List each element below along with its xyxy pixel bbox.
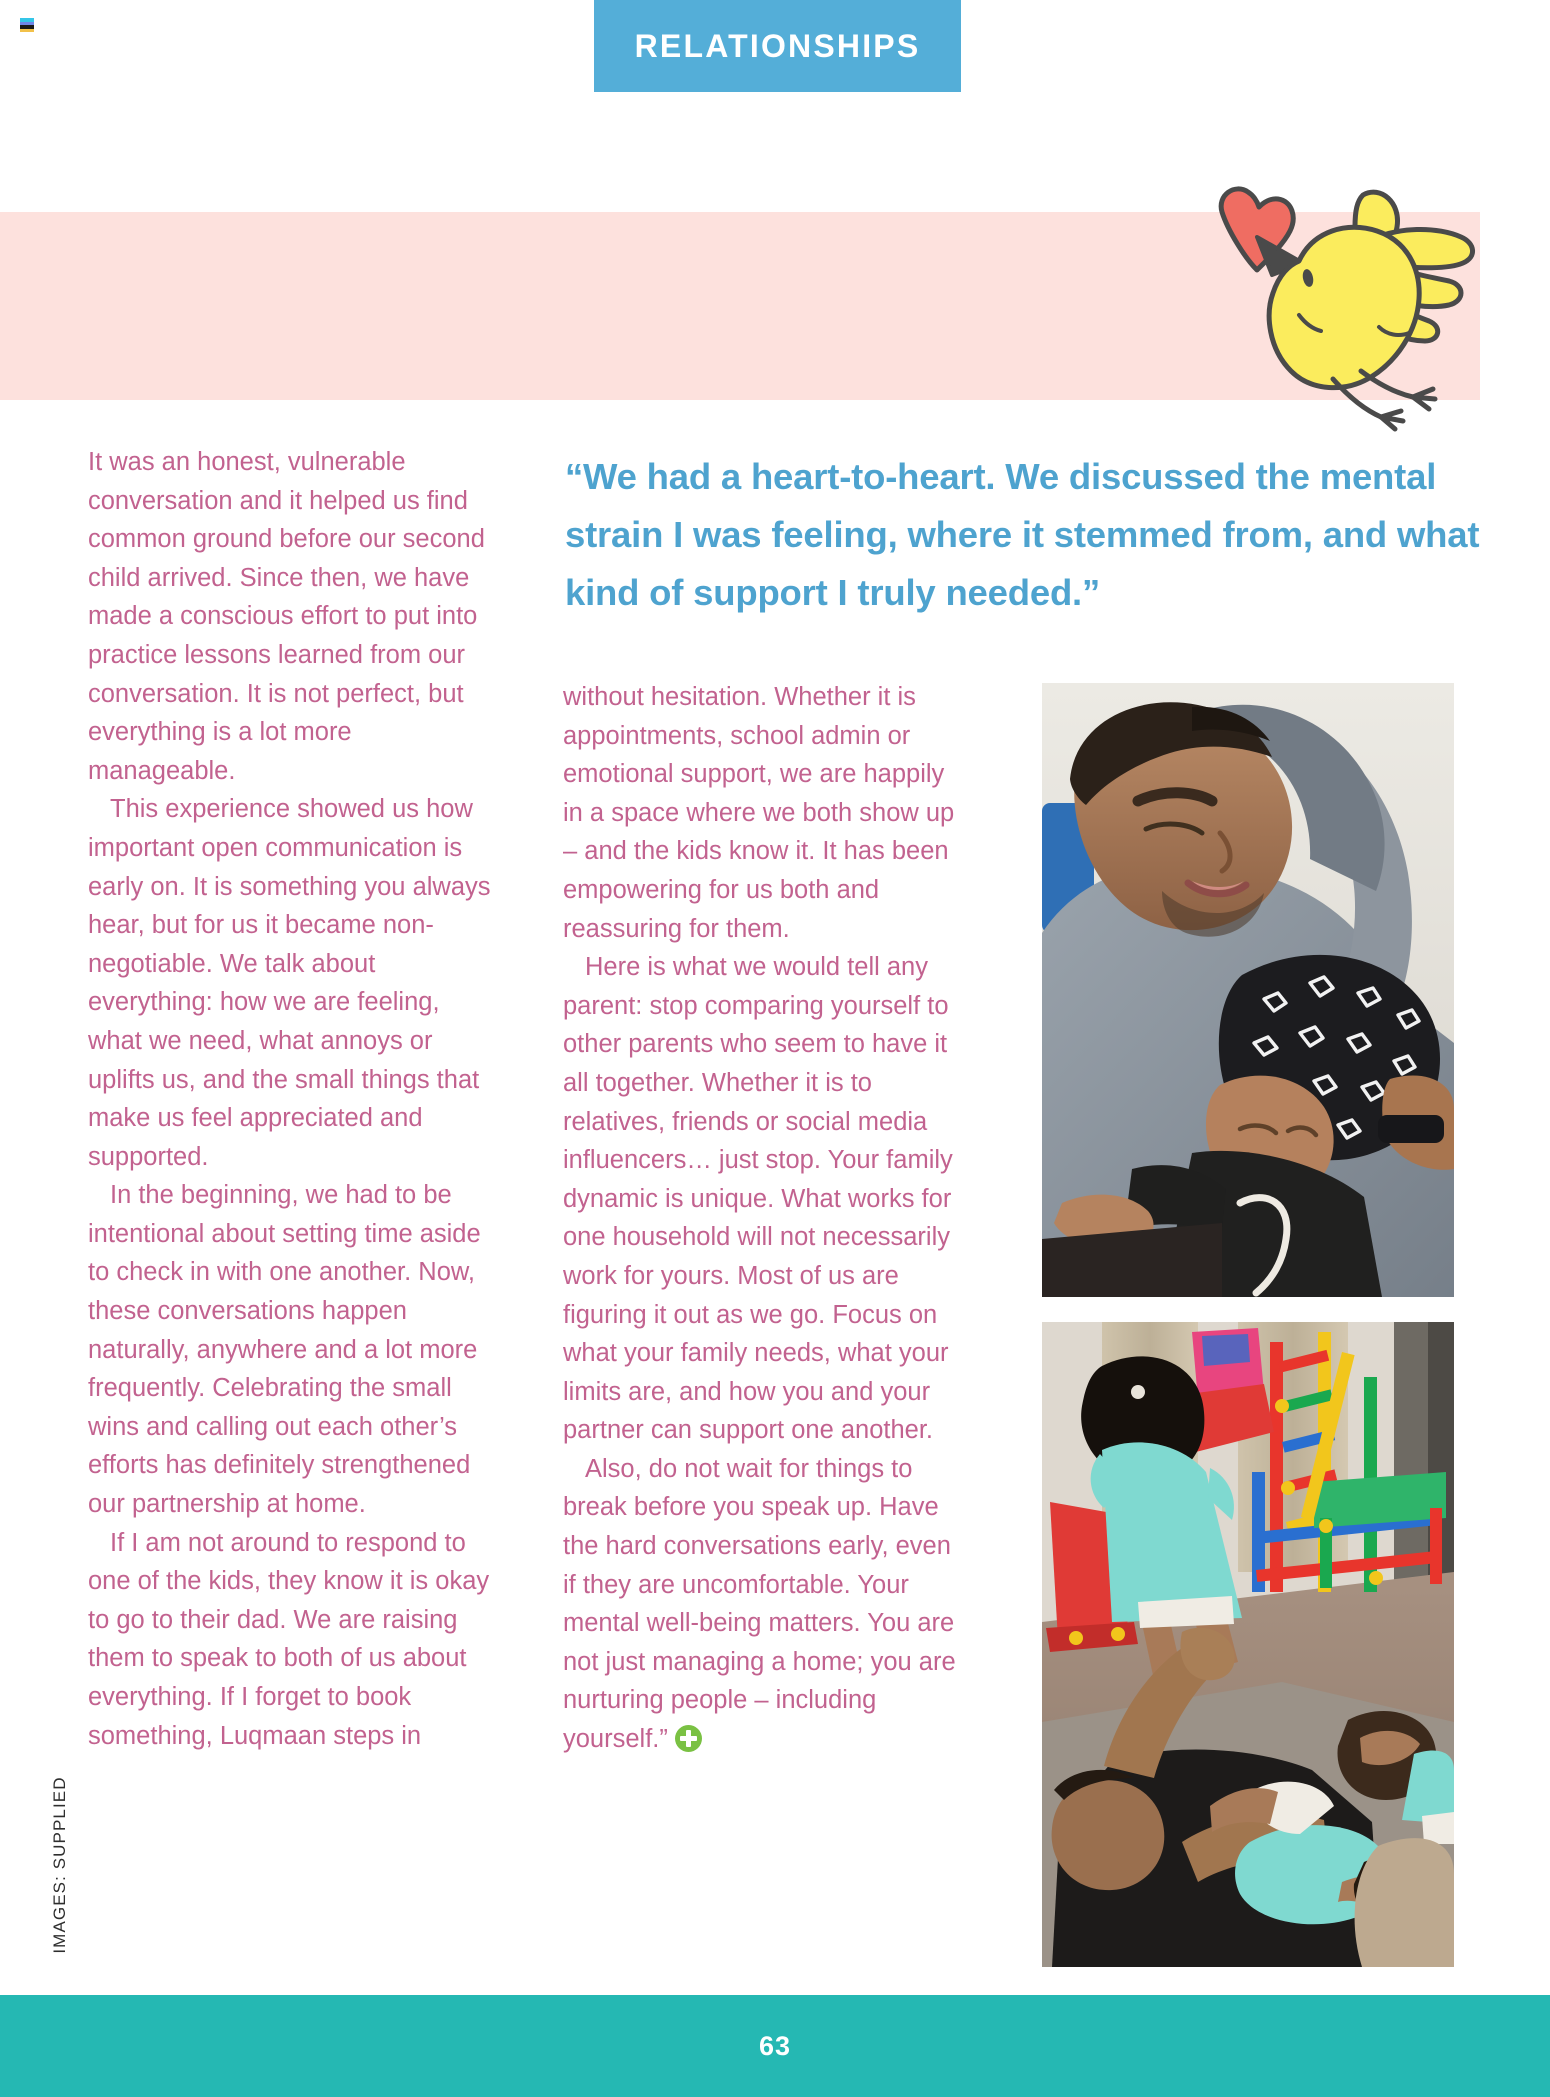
pull-quote: “We had a heart-to-heart. We discussed the mental strain I was feeling, where it stemmed from, and what kind of support I truly needed.”: [565, 456, 1480, 613]
page-footer-bar: [0, 1995, 1550, 2097]
paragraph: This experience showed us how important open communication is early on. It is something you always hear, but for us it became non-negotiable. We talk about everything: how we are feeling, what we need, what annoys or uplifts us, and the small things that make us feel appreciated and supported.: [88, 795, 491, 1171]
yellow-bird-carrying-heart-icon: [1195, 165, 1485, 435]
paragraph: If I am not around to respond to one of the kids, they know it is okay to go to their dad. We are raising them to speak to both of us about everything. If I forget to book something, Luqmaan steps in: [88, 1528, 490, 1750]
paragraph-text: Also, do not wait for things to break before you speak up. Have the hard conversations early, even if they are uncomfortable. Your mental well-being matters. You are not just managing a home; you are nurturing people – including yourself.”: [563, 1454, 956, 1754]
photo-father-holding-sleeping-baby: [1042, 683, 1454, 1297]
green-cross-end-mark-icon: [675, 1725, 702, 1752]
cmyk-registration-mark: [20, 18, 34, 32]
photo-parent-playing-with-children: [1042, 1322, 1454, 1967]
paragraph: In the beginning, we had to be intentional about setting time aside to check in with one another. Now, these conversations happen naturally, anywhere and a lot more frequently. Celebrating the small wins and calling out each other’s efforts has definitely strengthened our partnership at home.: [88, 1181, 481, 1519]
page-number: 63: [758, 2030, 792, 2061]
paragraph: without hesitation. Whether it is appointments, school admin or emotional support, we are happily in a space where we both show up – and the kids know it. It has been empowering for us both and reassuring for them.: [563, 683, 955, 943]
reg-bar-yellow: [20, 29, 34, 33]
body-column-middle: [563, 678, 968, 1759]
paragraph: It was an honest, vulnerable conversation and it helped us find common ground before our second child arrived. Since then, we have made a conscious effort to put into practice lessons learned from our conversation. It is not perfect, but everything is a lot more manageable.: [88, 448, 485, 785]
section-tab-label: RELATIONSHIPS: [634, 27, 921, 64]
body-column-left: [88, 443, 492, 1755]
paragraph: Here is what we would tell any parent: stop comparing yourself to other parents who seem to have it all together. Whether it is to relatives, friends or social media influencers… just stop. Your family dynamic is unique. What works for one household will not necessarily work for yours. Most of us are figuring it out as we go. Focus on what your family needs, what your limits are, and how you and your partner can support one another.: [563, 953, 953, 1445]
paragraph-with-endmark: [563, 1450, 968, 1759]
section-tab: [594, 0, 961, 92]
image-credit: IMAGES: SUPPLIED: [50, 1776, 69, 1954]
